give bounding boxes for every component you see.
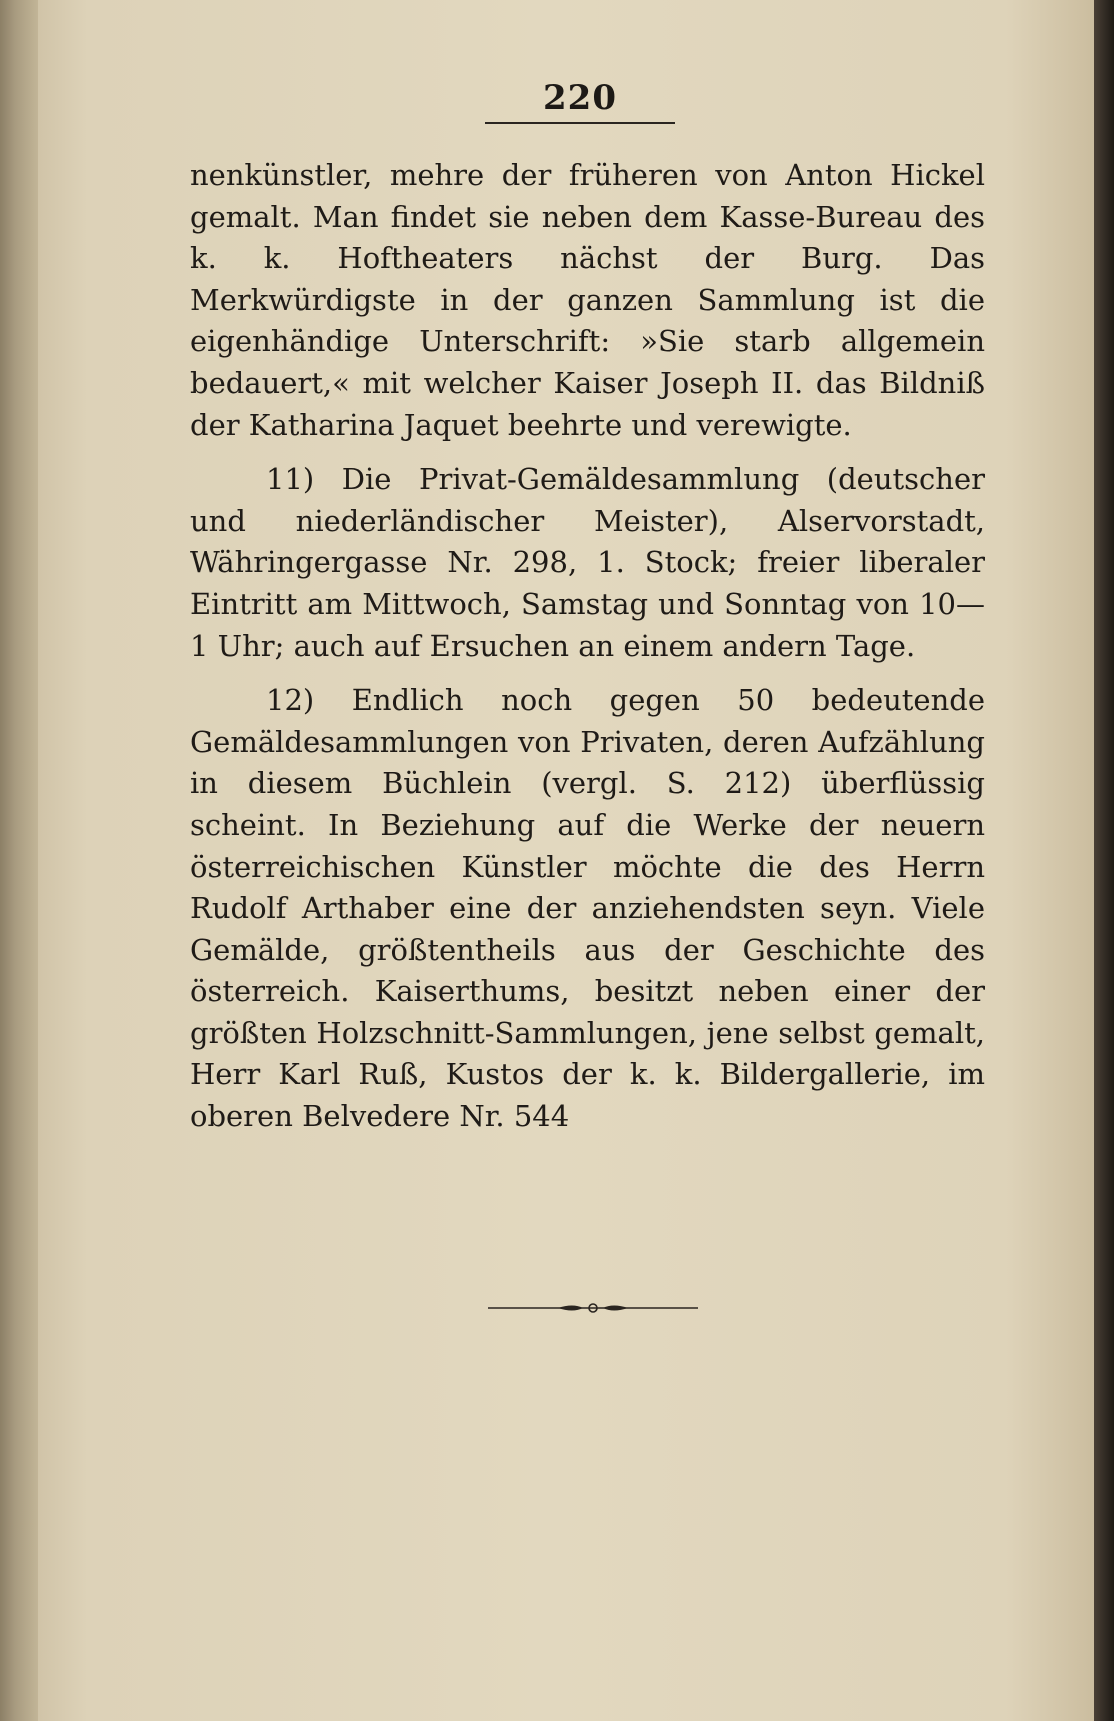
paragraph-item-12: 12) Endlich noch gegen 50 bedeutende Gemäldesammlungen von Privaten, deren Aufzählung in diesem Büchlein (vergl. S. 212) überflüssig scheint. In Beziehung auf die Werke der neuern österreichischen Künstler möchte die des Herrn Rudolf Arthaber eine der anziehendsten seyn. Viele Gemälde, größtentheils aus der Geschichte des österreich. Kaiserthums, besitzt neben einer der größten Holzschnitt-Sammlungen, jene selbst gemalt, Herr Karl Ruß, Kustos der k. k. Bildergallerie, im oberen Belvedere Nr. 544: [190, 683, 985, 1134]
header-rule: [485, 122, 675, 124]
paragraph-continued: nenkünstler, mehre der früheren von Anton Hickel gemalt. Man findet sie neben dem Kasse-Bureau des k. k. Hoftheaters nächst der Burg. Das Merkwürdigste in der ganzen Sammlung ist die eigenhändige Unterschrift: »Sie starb allgemein bedauert,« mit welcher Kaiser Joseph II. das Bildniß der Katharina Jaquet beehrte und verewigte.: [190, 158, 985, 442]
adjacent-page-edge: [1094, 0, 1114, 1721]
page-number: 220: [543, 78, 617, 118]
page-binding-edge: [0, 0, 38, 1721]
end-ornament: [488, 1300, 698, 1316]
body-text: [190, 155, 985, 1138]
paragraph-item-11: 11) Die Privat-Gemäldesammlung (deutscher und niederländischer Meister), Alservorstadt, Währingergasse Nr. 298, 1. Stock; freier liberaler Eintritt am Mittwoch, Samstag und Sonntag von 10—1 Uhr; auch auf Ersuchen an einem andern Tage.: [190, 462, 985, 663]
page-header: [480, 78, 680, 124]
